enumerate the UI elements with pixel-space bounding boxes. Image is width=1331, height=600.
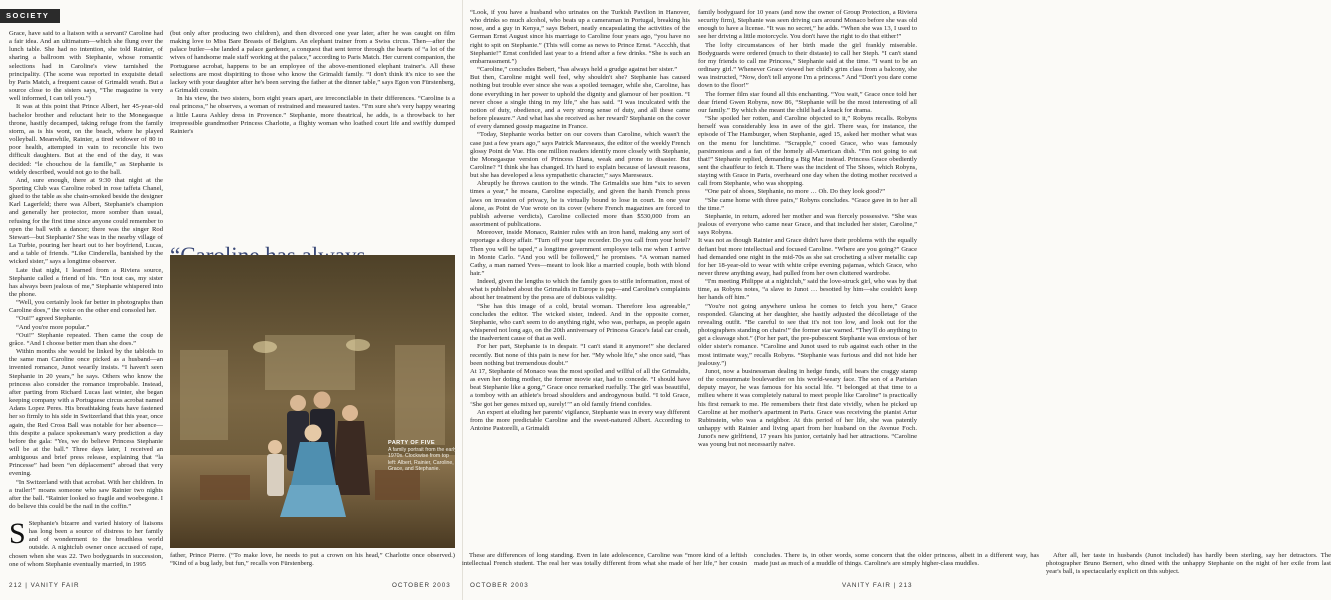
family-portrait-illustration [170, 255, 455, 548]
paragraph: For her part, Stephanie is in despair. “I can't stand it anymore!” she declared recently. But none of this pain is new for her. “My whole life,” she once said, “has been nothing but tremendous doubt.” [470, 343, 690, 367]
caption-text: A family portrait from the early 1970s. Clockwise from top left: Albert, Rainier, Caroline, Grace, and Stephanie. [388, 446, 457, 473]
paragraph: father, Prince Pierre. (“To make love, he needs to put a crown on his head,” Charlotte once observed.) “Kind of a bug lady, but fun,” recalls von Fürstenberg. [170, 552, 455, 568]
photo-caption [388, 440, 458, 473]
paragraph: An expert at eluding her parents' vigilance, Stephanie was in every way different from the more predictable Caroline and the sweet-natured Albert. According to Antoine Pastorelli, a Grimaldi [470, 408, 690, 432]
paragraph: “Oui!” agreed Stephanie. [16, 315, 83, 323]
paragraph: It was at this point that Prince Albert, her 45-year-old bachelor brother and reluctant heir to the Monegasque throne, hastily decamped, taking refuge from the family storm, as is his wont, on the beach, where he played volleyball. Meanwhile, Rainier, a tired widower of 80 in poor health, attempted in vain to reconcile his two difficult daughters. But at the end of the day, it was decided: “le chouchou de la famille,” as Stephanie is widely described, would not go to the ball. [9, 103, 163, 176]
right-column-2 [698, 9, 917, 581]
page-gutter [462, 0, 463, 600]
paragraph: family bodyguard for 10 years (and now the owner of Group Protection, a Riviera security firm), Stephanie was seen driving cars around Monaco before she was old enough to have a license. “It was no secret,” he adds. “When she was 13, I used to see her driving a little motorcycle. You don't have the right to do that either!” [698, 9, 917, 41]
paragraph: Junot, now a businessman dealing in hedge funds, still bears the craggy stamp of the consummate boulevardier on his world-weary face. The son of a Parisian deputy mayor, he was famous for his social life. “I belonged at that time to a milieu where it was completely natural to meet people like Caroline” is practically his first remark to me. He remembers their first date vividly, when he picked up Caroline at her mother's apartment in Paris. Grace was receiving the pianist Artur Rubinstein, who was a neighbor. At this period of her life, she was patently unhappy with Rainier and living apart from her husband on the Avenue Foch. Junot's new girlfriend, 17 years his junior, certainly had her attractions. “Caroline was young but not necessarily naïve. [698, 367, 917, 449]
paragraph: “One pair of shoes, Stephanie, no more … Oh. Do they look good?” [705, 188, 886, 196]
paragraph: These are differences of long standing. Even in late adolescence, Caroline was “more kind of a leftish intellectual French student. The real her was totally different from what she made of her life,” her cousin concludes. There is, in other words, some concern that the older princess, albeit in a different way, has made just as much of a muddle of things. Caroline's are simply higher-class muddles. [462, 552, 1039, 568]
left-column-2-bottom [170, 552, 1331, 582]
folio-left: 212 | VANITY FAIR [9, 582, 80, 589]
paragraph: At 17, Stephanie of Monaco was the most spoiled and willful of all the Grimaldis, as even her doting mother, the former movie star, had to concede. “I should have beat Stephanie like a gong,” Grace once remarked ruefully. The girl was beautiful, a tomboy with an athlete's broad shoulders and androgynous build. “I told Grace, ‘She got her genes mixed up, surely!’” an old family friend confides. [470, 367, 690, 408]
paragraph: “She spoiled her rotten, and Caroline objected to it,” Robyns recalls. Robyns herself was considerably less in awe of the girl. There was, for instance, the episode of The Hamburger, when Stephanie, aged 15, asked her mother what was on the menu for lunchtime. “Scrapple,” cooed Grace, who was famously parsimonious and a fan of the homely all-American dish. “I'm not going to eat that!” Stephanie replied, demanding a Big Mac instead. Princess Grace obediently sent the chauffeur to fetch it. There was the incident of The Shoes, which Robyns, staying with Grace in Paris, overheard one day when the doting mother received a call from Stephanie, who was shopping. [698, 115, 917, 188]
paragraph: “And you're more popular.” [16, 323, 90, 331]
paragraph: After all, her taste in husbands (Junot included) has hardly been sterling, say her detractors. The photographer Bruno Bernert, who dined with the unhappy Stephanie on the night of her exile from last year's ball, is spectacularly explicit on this subject. [1046, 552, 1331, 576]
paragraph: The former film star found all this enchanting. “You wait,” Grace once told her dear friend Gwen Robyns, now 86, “Stephanie will be the most interesting of all our family.” By which she meant the child had a knack for drama. [698, 90, 917, 114]
left-column-1 [9, 30, 163, 511]
paragraph: Stephanie, in return, adored her mother and was fiercely possessive. “She was jealous of everyone who came near Grace, and that included her sister, Caroline,” says Robyns. [698, 212, 917, 237]
paragraph: Moreover, inside Monaco, Rainier rules with an iron hand, making any sort of reportage a dicey affair. “Turn off your tape recorder. Do you call from your hotel? Then you will be taped,” a longtime government employee tells me when I arrive in Monte Carlo. “And you will be followed,” he promises. “A woman named Cathy, a man named Yves—meant to look like a married couple, both with blond hair.” [470, 229, 690, 277]
right-column-1 [470, 9, 690, 581]
paragraph: “I'm meeting Philippe at a nightclub,” said the love-struck girl, who was by that time, as Robyns notes, “a slave to Junot … besotted by him—she couldn't keep her hands off him.” [698, 278, 917, 302]
drop-cap: S [9, 517, 26, 550]
paragraph: Abruptly he throws caution to the winds. The Grimaldis sue him “six to seven times a year,” he moans, Caroline especially, and given the harsh French press laws on invasion of privacy, he is virtually bound to lose in court. In one year alone, as Point de Vue wrote on its cover (where French magazines are forced to publish adverse verdicts), Caroline collected more than $530,000 from an assortment of publications. [470, 180, 690, 229]
left-column-2 [170, 30, 455, 240]
paragraph: Grace, have said to a liaison with a servant? Caroline had a fair idea. And an ultimatum—which she flung over the lunch table. She had no intention, she told Rainier, of sharing a ballroom with Stephanie, whose romantic selections had in Caroline's view tarnished the principality. (The scene was reported in exquisite detail by Paris Match, a frequent cause of Grimaldi wrath. But a source close to the sisters says, “The magazine is very well informed, I can tell you.”) [9, 30, 163, 103]
caption-title: PARTY OF FIVE [388, 440, 435, 446]
paragraph: “Caroline,” concludes Bebert, “has always held a grudge against her sister.” [477, 66, 678, 74]
paragraph: (but only after producing two children), and then divorced one year later, after he was caught on film making love to Miss Bare Breasts of Belgium. An elephant trainer from a Swiss circus. Then—after the palace butler—she landed a palace gardener, a conquest that sent terror through the hearts of “a lot of the wives of handsome male staff working at the palace,” according to Paris Match. Her current companion, the Portuguese acrobat, happens to be an employee of the above-mentioned elephant trainer's. All these selections are most dispiriting to those who know the Grimaldi family. “I don't think it's nice to see the lackey with your daughter after he's been serving the father at the dinner table,” says Egon von Fürstenberg, a Grimaldi cousin. [170, 30, 455, 95]
folio-right: VANITY FAIR | 213 [842, 582, 913, 589]
paragraph: And, sure enough, there at 9:30 that night at the Sporting Club was Caroline robed in rose taffeta Chanel, glued to the table as she chain-smoked beside the designer Karl Lagerfeld; there was Albert, Stephanie's champion and generally her protector, more somber than usual, refusing for the first time since anyone could remember to open the ball with a dancer; there was the singer Rod Stewart—but Stephanie? She was in the nearby village of La Turbie, pouring her heart out to her boyfriend, Lucas, and a table of friends. “Like Cinderella, banished by the wicked sister,” says a longtime observer. [9, 176, 163, 266]
paragraph: Late that night, I learned from a Riviera source, Stephanie called a friend of his. “En tout cas, my sister has always been jealous of me,” Stephanie whispered into the phone. [9, 266, 163, 298]
folio-left-date: OCTOBER 2003 [392, 582, 451, 589]
paragraph: Indeed, given the lengths to which the family goes to stifle information, most of what is published about the Grimaldis in Europe is pap—and Caroline's complaints about her treatment by the press are of dubious validity. [470, 278, 690, 302]
paragraph: Within months she would be linked by the tabloids to the same man Caroline once picked as a husband—an invented romance, Junot wearily insists. “I haven't seen Stephanie in 20 years,” he says. Others who know the princess also consider the romance improbable. Instead, after parting from Richard Lucas last winter, she began keeping company with a Portuguese circus acrobat named Adans Lopez Peres. His breathtaking feats have fastened her so firmly to his side in Switzerland that this year, once again, the Red Cross Ball was notable for her absence—this despite a palace spokesman's wary prediction a day before the gala: “Yes, we do believe Princess Stephanie will be at the ball.” Three days later, I received an ambiguous and brief press release, explaining that “la Princesse” had been “en déplacement” abroad that very evening. [9, 348, 163, 478]
paragraph: It was not as though Rainier and Grace didn't have their problems with the equally defiant but more intellectual and focused Caroline. “Where are you going?” Grace had demanded one night in the mid-70s as she sat crocheting a silver metallic cap for her 18-year-old to wear with white crêpe evening pajamas, which Grace, who never threw anything away, had pulled from her own cluttered wardrobe. [698, 237, 917, 277]
paragraph: In his view, the two sisters, born eight years apart, are irreconcilable in their differences. “Caroline is a real princess,” he observes, a woman of restrained and measured tastes. “I'm sure she's very happy wearing a little Laura Ashley dress in Provence.” Stephanie, more theatrical, he adds, is a throwback to her irrepressible grandmother Princess Charlotte, a flighty woman who loathed court life and swiftly dumped Rainier's [170, 95, 455, 135]
paragraph: The lofty circumstances of her birth made the girl frankly miserable. Bodyguards were ordered (much to their distaste) to call her Steph. “I can't stand for my friends to call me Princess,” Stephanie said at the time. “I want to be an ordinary girl.” Whenever Grace viewed her child's grim class from a balcony, she was instructed, “Now, don't tell anyone I'm a princess.” And “Don't you dare come down to the floor!” [698, 41, 917, 90]
paragraph-text: Stephanie's bizarre and varied history of liaisons has long been a source of distress to her family and of wonderment to the breathless world outside. A nightclub owner once accused of rape, chosen when she was 22. Two bodyguards in succession, one of whom Stephanie eventually married, in 1995 [9, 520, 163, 568]
left-column-1-bottom [9, 517, 163, 580]
section-tag: SOCIETY [0, 9, 60, 23]
figure-stephanie [267, 440, 284, 496]
folio-right-date: OCTOBER 2003 [470, 582, 529, 589]
paragraph: “In Switzerland with that acrobat. With her children. In a trailer!” moans someone who saw Rainier two nights after the ball. “Rainier looked so fragile and woebegone. I do believe this could be the nail in the coffin.” [9, 478, 163, 511]
paragraph: “She came home with three pairs,” Robyns concludes. “Grace gave in to her all the time.” [698, 196, 917, 212]
paragraph: “You're not going anywhere unless he comes to fetch you here,” Grace responded. Glancing at her daughter, she hastily adjusted the décolletage of the revealing outfit. “Be careful to see that it's not too low, and look out for the photographers standing on chairs!” the former star warned. “They'll do anything to get a cleavage shot.” (For her part, the pre-pubescent Stephanie was envious of her older sister's romance. “Caroline and Junot used to rub against each other in the most intimate way,” recalls Robyns. “Stephanie was furious and did not hide her jealousy.”) [698, 302, 917, 367]
paragraph: “Oui!” Stephanie repeated. Then came the coup de grâce. “And I choose better men than she does.” [9, 331, 163, 347]
paragraph-dropcap [9, 517, 163, 569]
paragraph: “Look, if you have a husband who urinates on the Turkish Pavilion in Hanover, who drinks so much alcohol, who beats up a cameraman in Portugal, breaking his nose, and a guy in Kenya,” says Bebert, neatly encapsulating the activities of the German Ernst August since his marriage to Caroline four years ago, “you have no right to spit on Stephanie.” (This will come as news to Prince Ernst. “Accchh, that Stephanie!” Ernst confided last year to a friend after a few drinks. “She is such an embarrassment.”) [470, 9, 690, 65]
family-portrait-photo [170, 255, 455, 548]
paragraph: “Today, Stephanie works better on our covers than Caroline, which wasn't the case just a few years ago,” says Patrick Mareseaux, the editor of the weekly French glossy Point de Vue. His one million readers identify more closely with Stephanie, the Monegasque version of Princess Diana, weak and prone to disaster. But Caroline? “I think she has changed. It's hard to explain because of lawsuit reasons, but she has developed a less sympathetic character,” says Mareseaux. [470, 131, 690, 180]
paragraph: But then, Caroline might well feel, why shouldn't she? Stephanie has caused nothing but trouble ever since she was a spoiled teenager, while she, Caroline, has done everything in her power to uphold the dignity and glamour of her position. “I never chose a single thing in my life,” she has said. “I was inculcated with the notion of duty, obedience, and a very strong sense of duty, and all these came before pleasure.” And what has she received as her reward? Stephanie on the cover of every damned gossip magazine in France. [470, 74, 690, 131]
paragraph: “She has this image of a cold, brutal woman. Therefore less agreeable,” concludes the editor. The wicked sister, indeed. And in the opposite corner, Stephanie, who can't seem to do anything right, who was, perhaps, as people again whispered not long ago, on the 20th anniversary of Princess Grace's fatal car crash, the inadvertent cause of that as well. [470, 302, 690, 343]
paragraph: “Well, you certainly look far better in photographs than Caroline does,” the voice on the other end consoled her. [9, 299, 163, 315]
